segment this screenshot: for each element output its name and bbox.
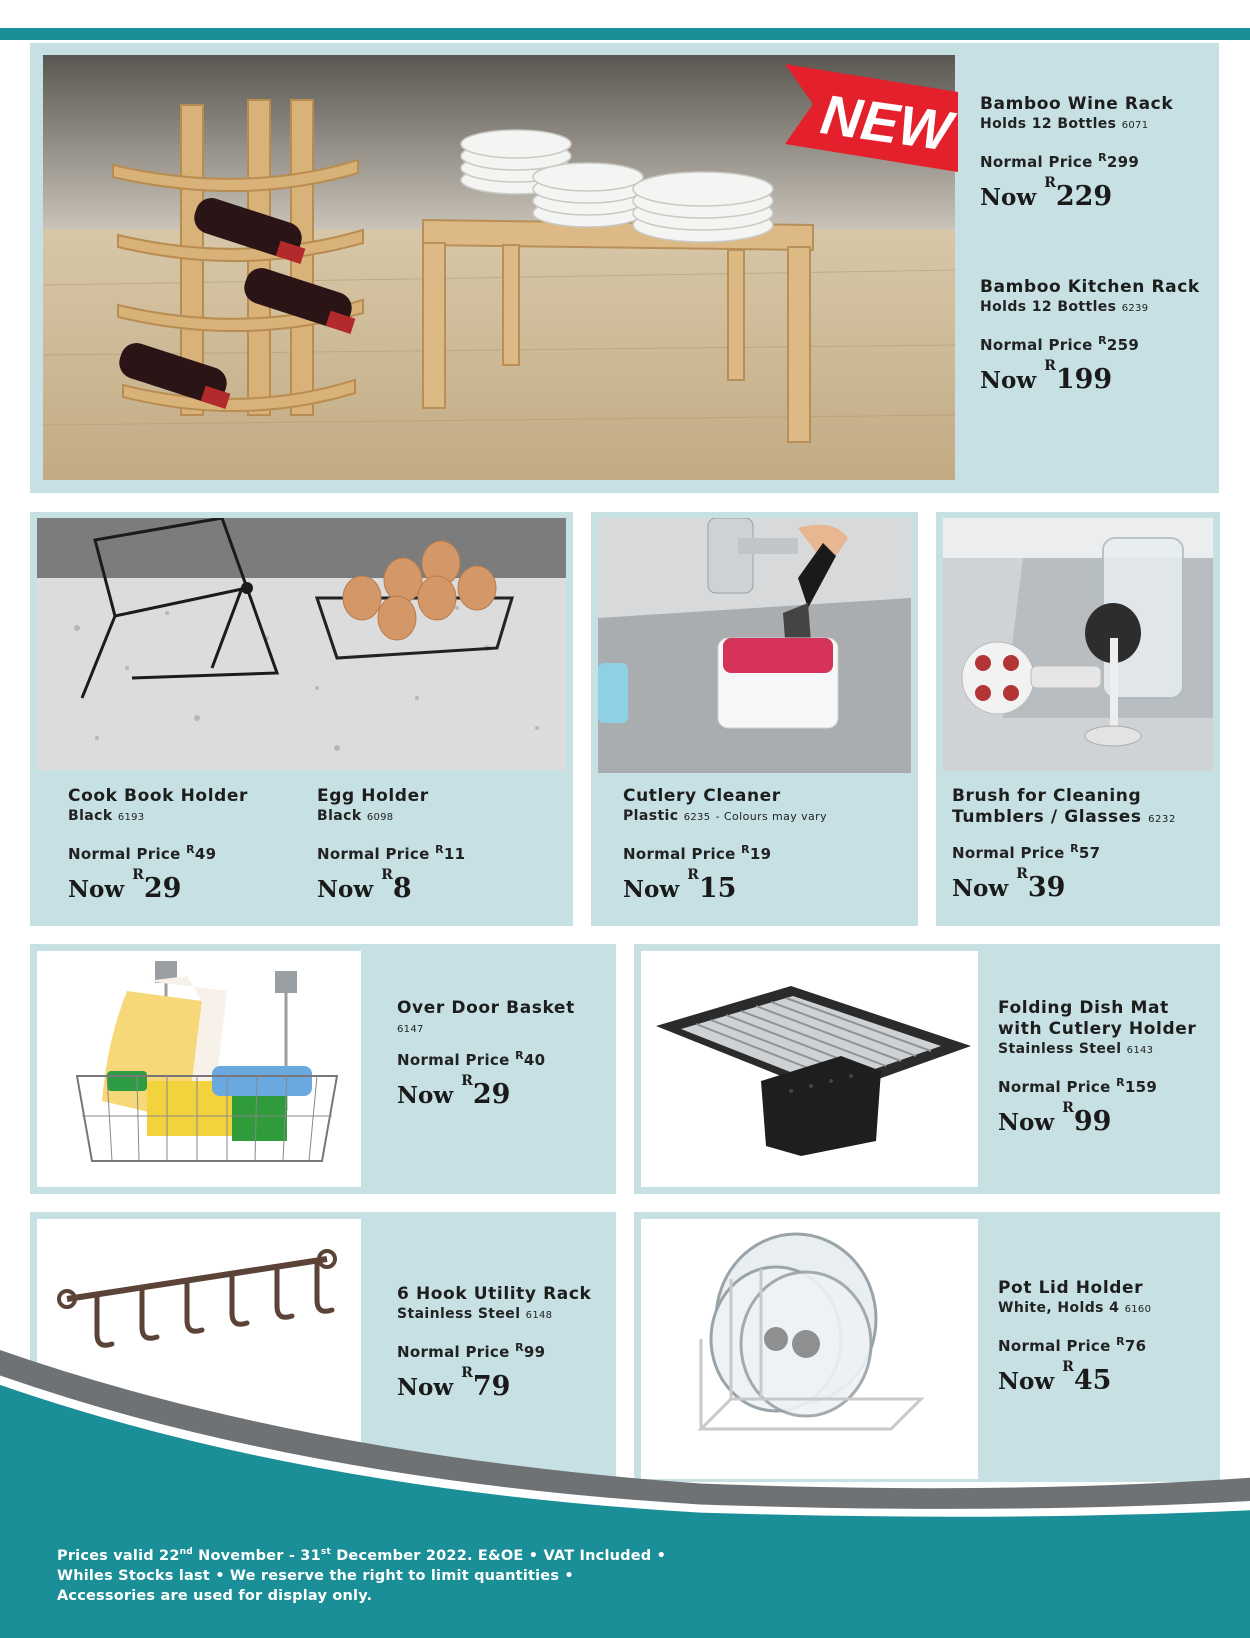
normal-price: Normal Price $^R$19 (623, 843, 772, 863)
product-name-line2: with Cutlery Holder (998, 1019, 1197, 1039)
now-price: Now $^R$199 (980, 358, 1113, 395)
product-name-line1: Folding Dish Mat (998, 998, 1169, 1018)
new-banner-label: NEW (817, 82, 956, 163)
product-name: Bamboo Wine Rack (980, 94, 1174, 114)
now-price: Now $^R$45 (998, 1359, 1112, 1396)
over-door-basket-photo (37, 951, 361, 1187)
product-description: Holds 12 Bottles 6239 (980, 299, 1149, 315)
product-code: 6147 (397, 1024, 424, 1035)
normal-price: Normal Price $^R$57 (952, 842, 1101, 862)
new-banner (783, 64, 958, 174)
dish-mat-info (998, 998, 1196, 1137)
egg-holder-info (317, 786, 465, 904)
normal-price: Normal Price $^R$40 (397, 1049, 546, 1069)
footer-terms-line1: Prices valid 22nd November - 31st December 2022. E&OE • VAT Included • (57, 1547, 667, 1564)
product-name: Over Door Basket (397, 998, 575, 1018)
cook-book-holder-info (68, 786, 248, 904)
product-description: White, Holds 4 6160 (998, 1300, 1152, 1316)
product-name-line1: Brush for Cleaning (952, 786, 1142, 806)
product-name: Egg Holder (317, 786, 429, 806)
product-name: 6 Hook Utility Rack (397, 1284, 592, 1304)
now-price: Now $^R$29 (68, 867, 182, 904)
product-name: Cutlery Cleaner (623, 786, 781, 806)
kitchen-rack-info (980, 277, 1200, 395)
now-price: Now $^R$79 (397, 1365, 511, 1402)
product-description: Stainless Steel 6143 (998, 1041, 1154, 1057)
top-accent-bar (0, 28, 1250, 40)
product-name-line2: Tumblers / Glasses 6232 (952, 807, 1176, 827)
normal-price: Normal Price $^R$159 (998, 1076, 1158, 1096)
cook-book-egg-photo (37, 518, 566, 770)
normal-price: Normal Price $^R$99 (397, 1341, 546, 1361)
brush-photo (943, 518, 1213, 771)
footer-terms (57, 1542, 666, 1606)
now-price: Now $^R$15 (623, 867, 737, 904)
cutlery-cleaner-info (623, 786, 827, 904)
product-name: Bamboo Kitchen Rack (980, 277, 1200, 297)
cutlery-cleaner-photo (598, 518, 911, 773)
product-description: Black 6193 (68, 808, 145, 824)
product-name: Cook Book Holder (68, 786, 249, 806)
now-price: Now $^R$8 (317, 867, 412, 904)
normal-price: Normal Price $^R$49 (68, 843, 217, 863)
footer-terms-line2: Whiles Stocks last • We reserve the right to limit quantities • (57, 1567, 574, 1584)
product-description: Plastic 6235 - Colours may vary (623, 808, 827, 824)
wine-rack-info (980, 94, 1173, 212)
footer-terms-line3: Accessories are used for display only. (57, 1587, 373, 1604)
now-price: Now $^R$29 (397, 1073, 511, 1110)
product-description: Holds 12 Bottles 6071 (980, 116, 1149, 132)
normal-price: Normal Price $^R$259 (980, 334, 1140, 354)
brush-info (952, 786, 1176, 903)
now-price: Now $^R$99 (998, 1100, 1112, 1137)
normal-price: Normal Price $^R$299 (980, 151, 1140, 171)
over-door-basket-info (397, 998, 575, 1110)
product-name: Pot Lid Holder (998, 1278, 1144, 1298)
normal-price: Normal Price $^R$11 (317, 843, 466, 863)
now-price: Now $^R$39 (952, 866, 1066, 903)
now-price: Now $^R$229 (980, 175, 1113, 212)
product-description: Stainless Steel 6148 (397, 1306, 553, 1322)
normal-price: Normal Price $^R$76 (998, 1335, 1147, 1355)
dish-mat-photo (641, 951, 978, 1187)
product-description: Black 6098 (317, 808, 394, 824)
